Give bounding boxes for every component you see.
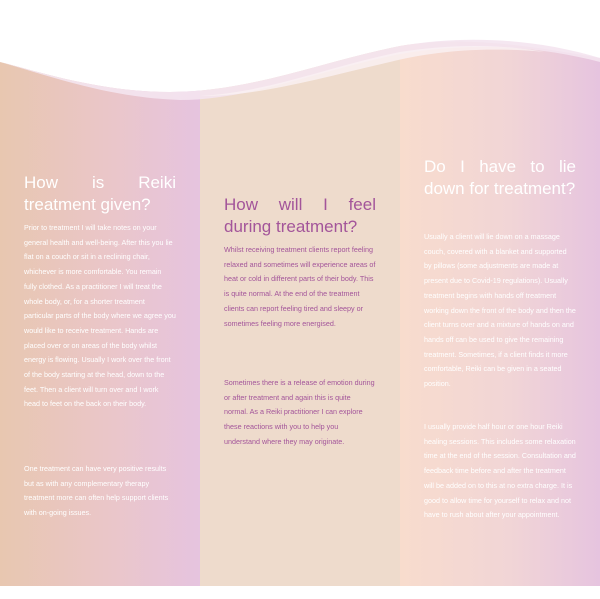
panel-how-given (24, 172, 176, 518)
panel-heading: How is Reiki treatment given? (24, 173, 176, 214)
panel-paragraph: Sometimes there is a release of emotion during or after treatment and again this is quite normal. As a Reiki practitioner I can explore these reactions with you to help you understand where they may originate. (224, 378, 375, 446)
panel-paragraph: I usually provide half hour or one hour Reiki healing sessions. This includes some relaxation time at the end of the session. Consultation and feedback time before and after the treatment will be added on to this at no extra charge. It is good to allow time for yourself to relax and not have to rush about after your appointment. (424, 422, 576, 520)
panel-paragraph: Usually a client will lie down on a massage couch, covered with a blanket and supported by pillows (some adjustments are made at present due to Covid-19 regulations). Usually treatment begins with hands off treatment working down the front of the body and then the client turns over and a mixture of hands on and hands off can be used to give the remaining treatment. Sometimes, if a client finds it more comfortable, Reiki can be given in a seated position. (424, 232, 576, 389)
panel-heading: Do I have to lie down for treatment? (424, 157, 576, 198)
panel-lie-down (424, 156, 576, 520)
panel-heading: How will I feel during treatment? (224, 195, 376, 236)
panel-how-feel (224, 194, 376, 446)
panel-paragraph: Whilst receiving treatment clients report feeling relaxed and sometimes will experience areas of heat or cold in different parts of their body. This is quite normal. At the end of the treatment clients can report feeling tired and sleepy or sometimes feeling more energised. (224, 245, 376, 328)
bottom-margin (0, 586, 600, 599)
header-wave-graphic (0, 0, 600, 115)
panel-paragraph: Prior to treatment I will take notes on your general health and well-being. After this you lie flat on a couch or sit in a reclining chair, whichever is more comfortable. You remain fully clothed. As a practitioner I will treat the whole body, or, for a shorter treatment particular parts of the body where we agree you would like to receive treatment. Hands are placed over or on areas of the body whilst energy is flowing. Usually I work over the front of the body starting at the head, down to the feet. Then a client will turn over and I work head to feet on the back on their body. (24, 223, 176, 409)
panel-paragraph: One treatment can have very positive results but as with any complementary therapy treatment more can often help support clients with on-going issues. (24, 464, 169, 518)
